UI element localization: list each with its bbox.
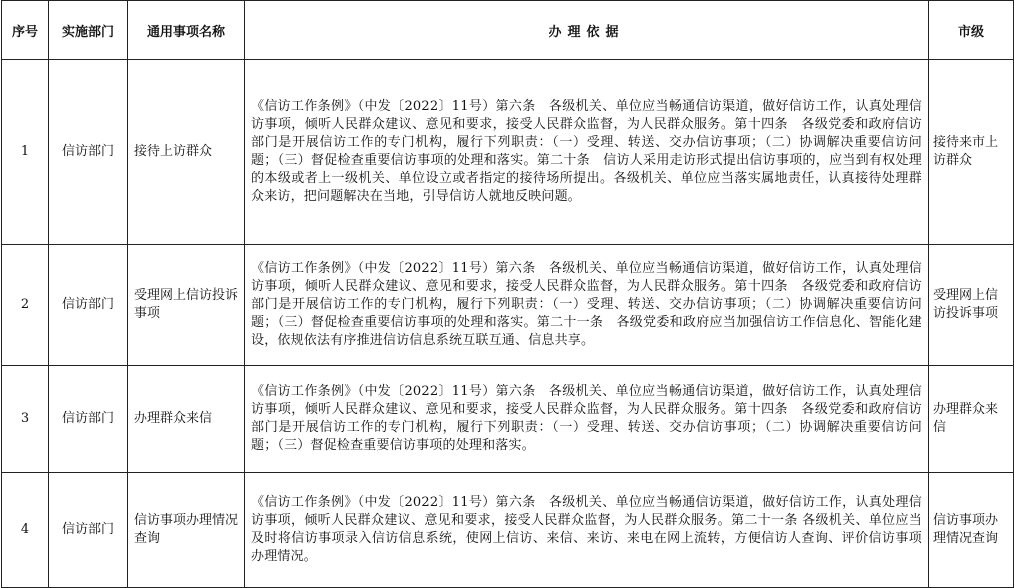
row-item: 受理网上信访投诉事项 bbox=[128, 245, 245, 366]
row-dept: 信访部门 bbox=[49, 366, 128, 473]
table-row bbox=[2, 245, 1014, 366]
row-no: 2 bbox=[2, 245, 49, 366]
row-item: 信访事项办理情况查询 bbox=[128, 473, 245, 588]
row-item: 办理群众来信 bbox=[128, 366, 245, 473]
row-city: 接待来市上访群众 bbox=[929, 60, 1014, 245]
header-row bbox=[2, 1, 1014, 60]
header-dept: 实施部门 bbox=[49, 1, 128, 60]
row-item: 接待上访群众 bbox=[128, 60, 245, 245]
header-basis: 办理依据 bbox=[245, 1, 929, 60]
row-city: 信访事项办理情况查询 bbox=[929, 473, 1014, 588]
row-dept: 信访部门 bbox=[49, 245, 128, 366]
table-row bbox=[2, 366, 1014, 473]
header-item: 通用事项名称 bbox=[128, 1, 245, 60]
row-no: 1 bbox=[2, 60, 49, 245]
row-no: 3 bbox=[2, 366, 49, 473]
row-dept: 信访部门 bbox=[49, 60, 128, 245]
row-dept: 信访部门 bbox=[49, 473, 128, 588]
matters-table bbox=[1, 0, 1014, 588]
header-no: 序号 bbox=[2, 1, 49, 60]
row-city: 受理网上信访投诉事项 bbox=[929, 245, 1014, 366]
table-row bbox=[2, 473, 1014, 588]
row-basis: 《信访工作条例》（中发〔2022〕11号）第六条 各级机关、单位应当畅通信访渠道，做好信访工作，认真处理信访事项，倾听人民群众建议、意见和要求，接受人民群众监督，为人民群众服务。第十四条 各级党委和政府信访部门是开展信访工作的专门机构，履行下列职责：（一）受理、转送、交办信访事项；（二）协调解决重要信访问题；（三）督促检查重要信访事项的处理和落实。第二十条 信访人采用走访形式提出信访事项的，应当到有权处理的本级或者上一级机关、单位设立或者指定的接待场所提出。各级机关、单位应当落实属地责任，认真接待处理群众来访，把问题解决在当地，引导信访人就地反映问题。 bbox=[245, 60, 929, 245]
row-basis: 《信访工作条例》（中发〔2022〕11号）第六条 各级机关、单位应当畅通信访渠道，做好信访工作，认真处理信访事项，倾听人民群众建议、意见和要求，接受人民群众监督，为人民群众服务。第十四条 各级党委和政府信访部门是开展信访工作的专门机构，履行下列职责：（一）受理、转送、交办信访事项；（二）协调解决重要信访问题；（三）督促检查重要信访事项的处理和落实。 bbox=[245, 366, 929, 473]
header-city: 市级 bbox=[929, 1, 1014, 60]
row-no: 4 bbox=[2, 473, 49, 588]
row-basis: 《信访工作条例》（中发〔2022〕11号）第六条 各级机关、单位应当畅通信访渠道，做好信访工作，认真处理信访事项，倾听人民群众建议、意见和要求，接受人民群众监督，为人民群众服务。第二十一条 各级机关、单位应当及时将信访事项录入信访信息系统，使网上信访、来信、来访、来电在网上流转，方便信访人查询、评价信访事项办理情况。 bbox=[245, 473, 929, 588]
row-basis: 《信访工作条例》（中发〔2022〕11号）第六条 各级机关、单位应当畅通信访渠道，做好信访工作，认真处理信访事项，倾听人民群众建议、意见和要求，接受人民群众监督，为人民群众服务。第十四条 各级党委和政府信访部门是开展信访工作的专门机构，履行下列职责：（一）受理、转送、交办信访事项；（二）协调解决重要信访问题；（三）督促检查重要信访事项的处理和落实。第二十一条 各级党委和政府应当加强信访工作信息化、智能化建设，依规依法有序推进信访信息系统互联互通、信息共享。 bbox=[245, 245, 929, 366]
table-row bbox=[2, 60, 1014, 245]
row-city: 办理群众来信 bbox=[929, 366, 1014, 473]
